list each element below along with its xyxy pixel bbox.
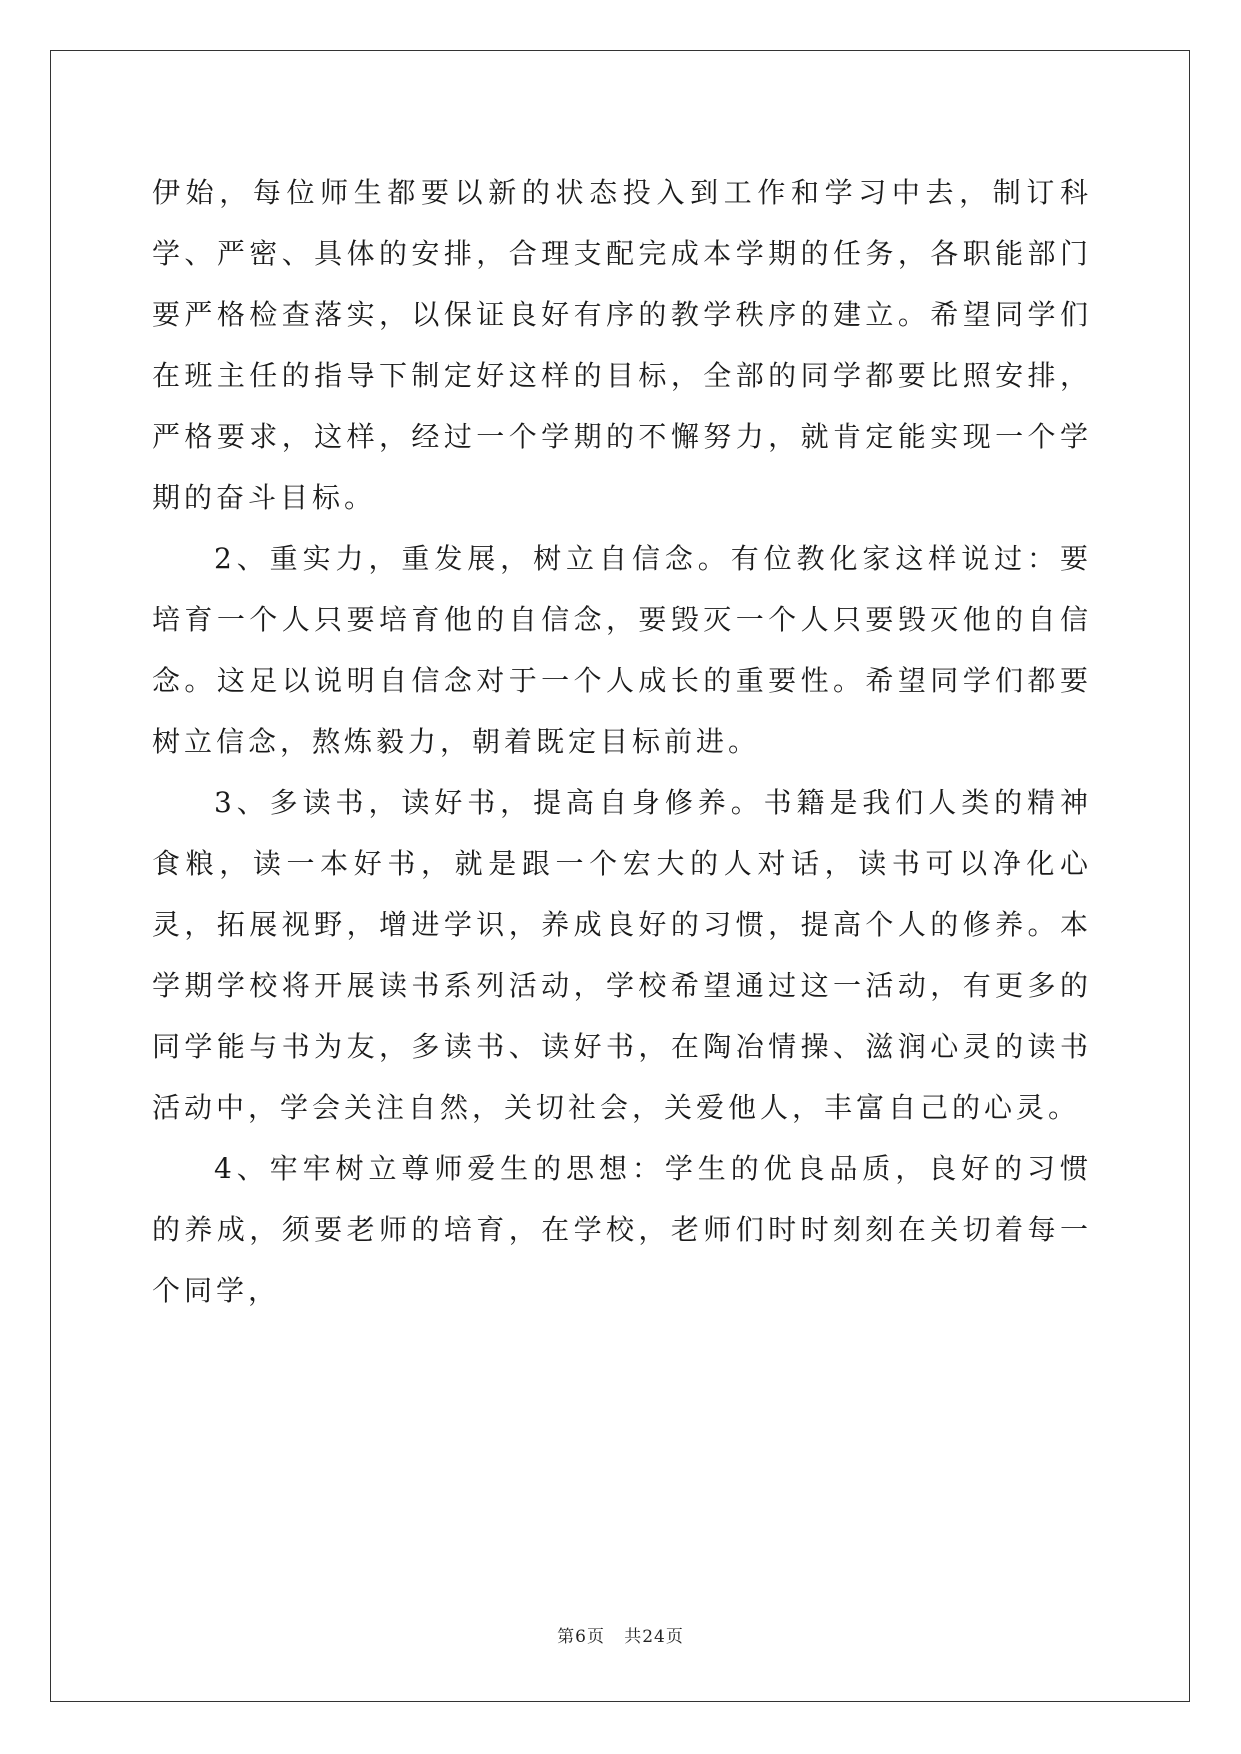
footer-separator — [605, 1627, 624, 1647]
page-number: 第6页 — [557, 1627, 605, 1647]
paragraph-3: 3、多读书，读好书，提高自身修养。书籍是我们人类的精神食粮，读一本好书，就是跟一个宏大的人对话，读书可以净化心灵，拓展视野，增进学识，养成良好的习惯，提高个人的修养。本学期学校将开展读书系列活动，学校希望通过这一活动，有更多的同学能与书为友，多读书、读好书，在陶冶情操、滋润心灵的读书活动中，学会关注自然，关切社会，关爱他人，丰富自己的心灵。 — [152, 786, 1092, 1124]
total-pages: 共24页 — [624, 1627, 684, 1647]
page-footer — [0, 1622, 1241, 1647]
paragraph-4: 4、牢牢树立尊师爱生的思想：学生的优良品质，良好的习惯的养成，须要老师的培育，在学校，老师们时时刻刻在关切着每一个同学， — [152, 1152, 1092, 1307]
document-body — [152, 162, 1092, 1321]
paragraph-2: 2、重实力，重发展，树立自信念。有位教化家这样说过：要培育一个人只要培育他的自信念，要毁灭一个人只要毁灭他的自信念。这足以说明自信念对于一个人成长的重要性。希望同学们都要树立信念，熬炼毅力，朝着既定目标前进。 — [152, 542, 1092, 758]
paragraph-1: 伊始，每位师生都要以新的状态投入到工作和学习中去，制订科学、严密、具体的安排，合理支配完成本学期的任务，各职能部门要严格检查落实，以保证良好有序的教学秩序的建立。希望同学们在班主任的指导下制定好这样的目标，全部的同学都要比照安排，严格要求，这样，经过一个学期的不懈努力，就肯定能实现一个学期的奋斗目标。 — [152, 176, 1092, 514]
